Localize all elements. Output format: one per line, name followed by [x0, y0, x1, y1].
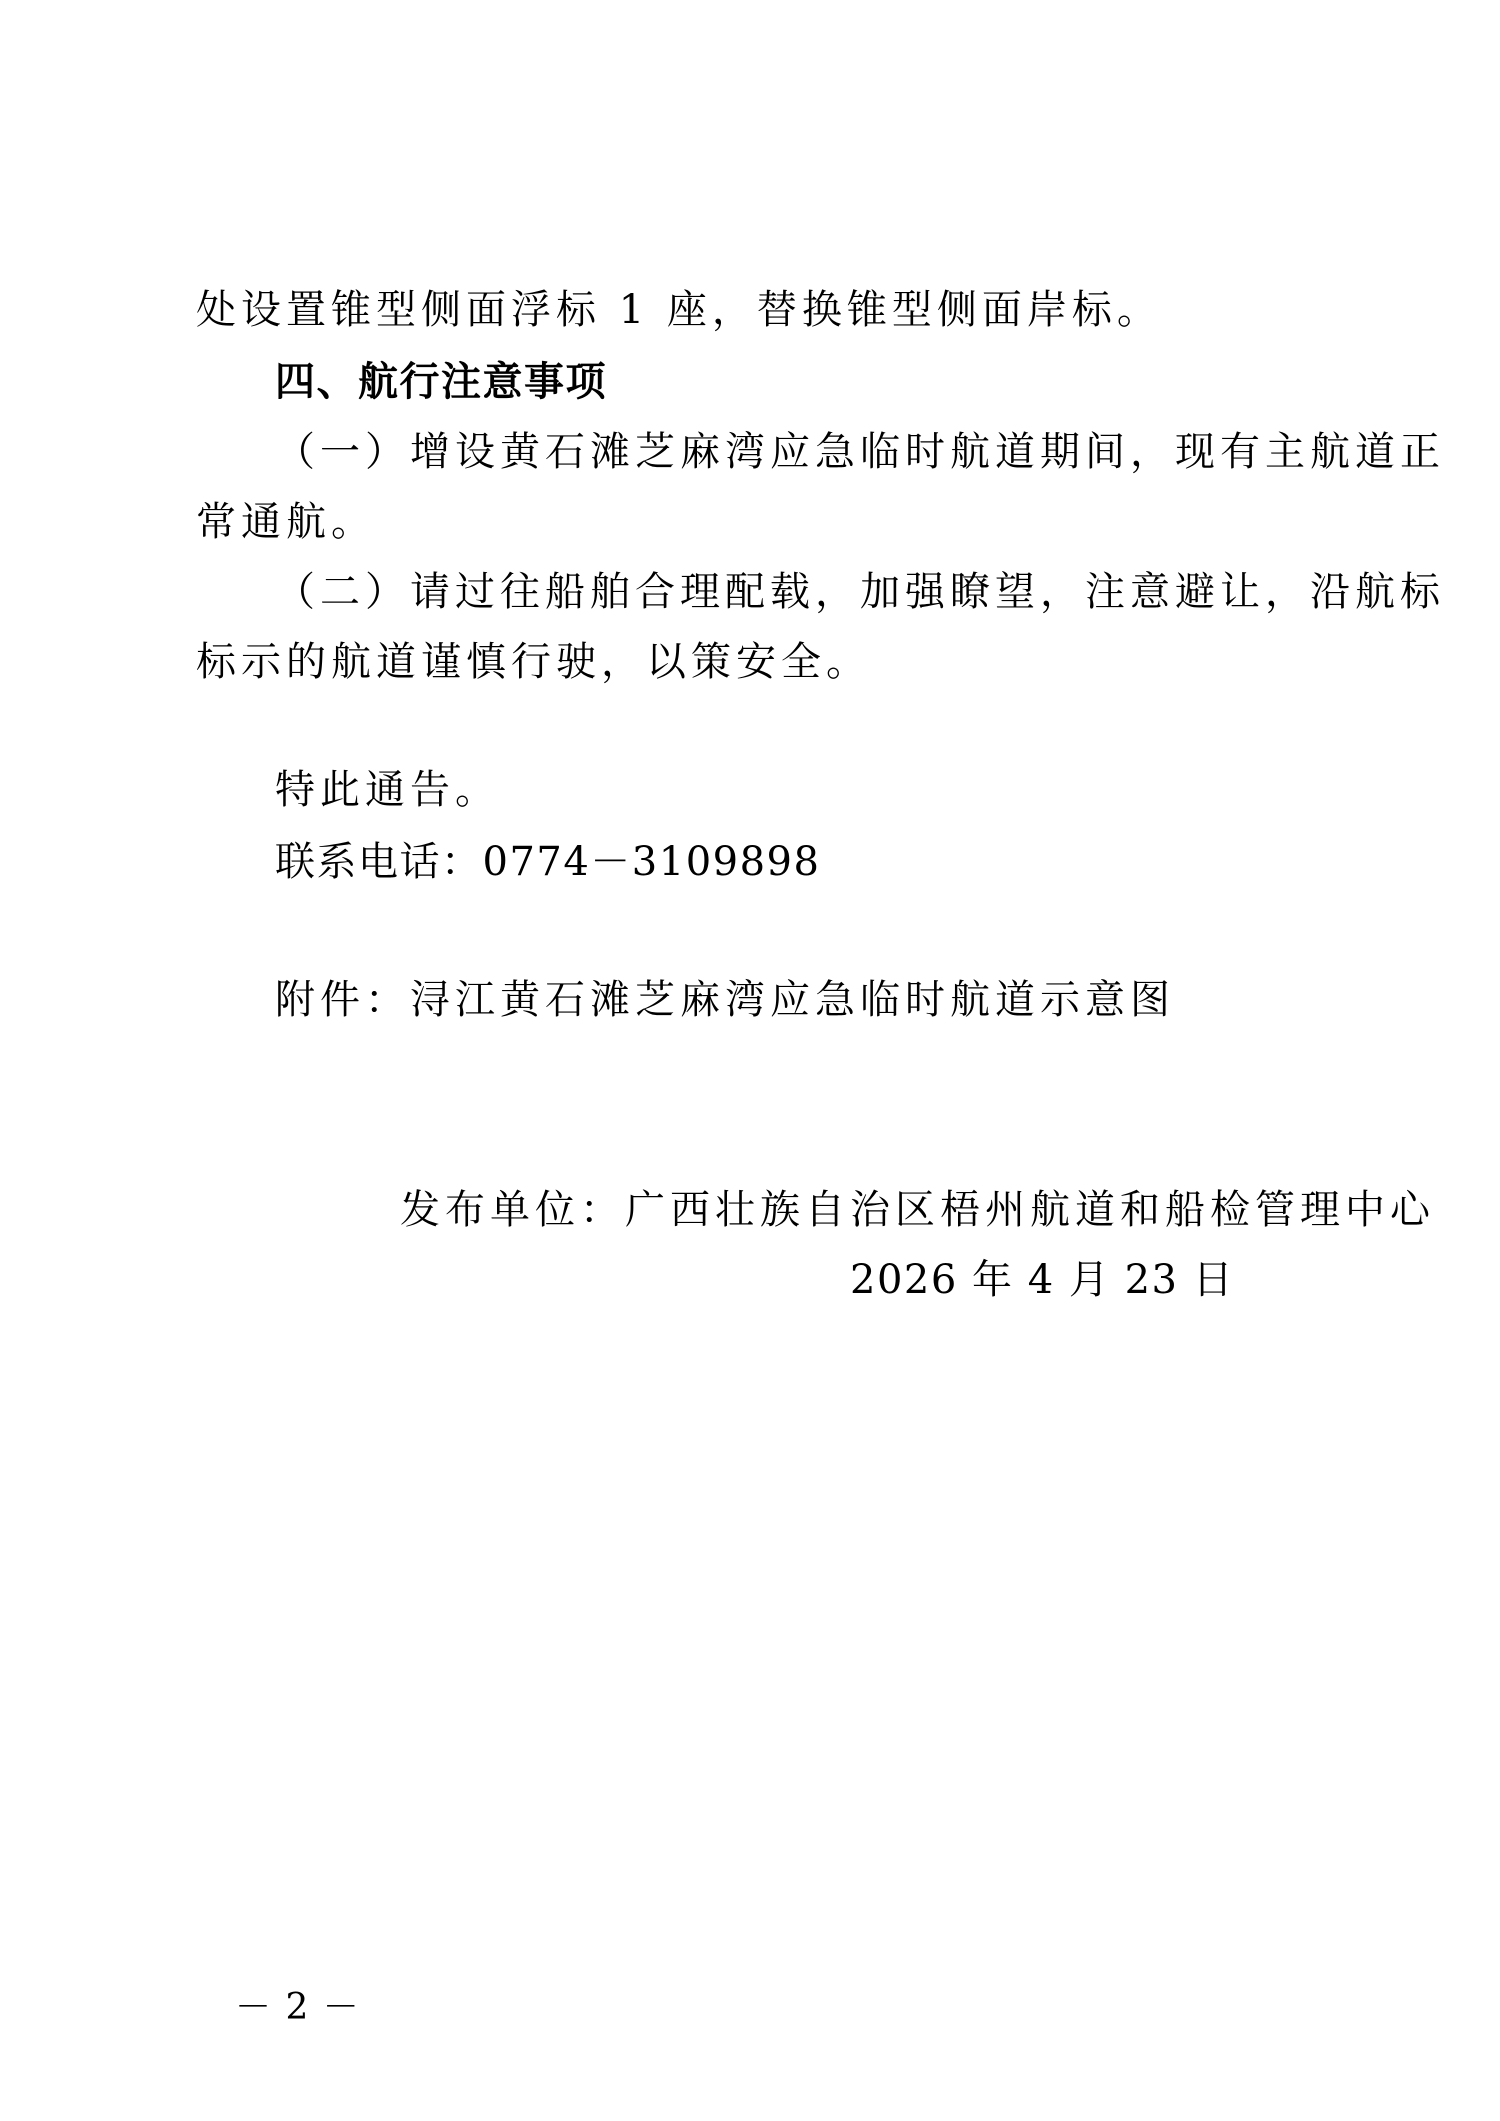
- body-text-line-1: 处设置锥型侧面浮标 1 座，替换锥型侧面岸标。: [196, 287, 1162, 333]
- body-text-line-4: 常通航。: [196, 499, 376, 545]
- closing-text: 特此通告。: [275, 767, 500, 813]
- issue-date: 2026 年 4 月 23 日: [850, 1257, 1235, 1303]
- attachment-note: 附件：浔江黄石滩芝麻湾应急临时航道示意图: [275, 977, 1175, 1023]
- body-text-line-6: 标示的航道谨慎行驶，以策安全。: [196, 639, 871, 685]
- section-heading: 四、航行注意事项: [275, 359, 607, 405]
- body-text-line-3: （一）增设黄石滩芝麻湾应急临时航道期间，现有主航道正: [275, 429, 1445, 475]
- contact-phone: 联系电话：0774－3109898: [275, 839, 821, 885]
- body-text-line-5: （二）请过往船舶合理配载，加强瞭望，注意避让，沿航标: [275, 569, 1445, 615]
- issuer: 发布单位：广西壮族自治区梧州航道和船检管理中心: [400, 1187, 1435, 1233]
- page-number: － 2 －: [235, 1987, 361, 2028]
